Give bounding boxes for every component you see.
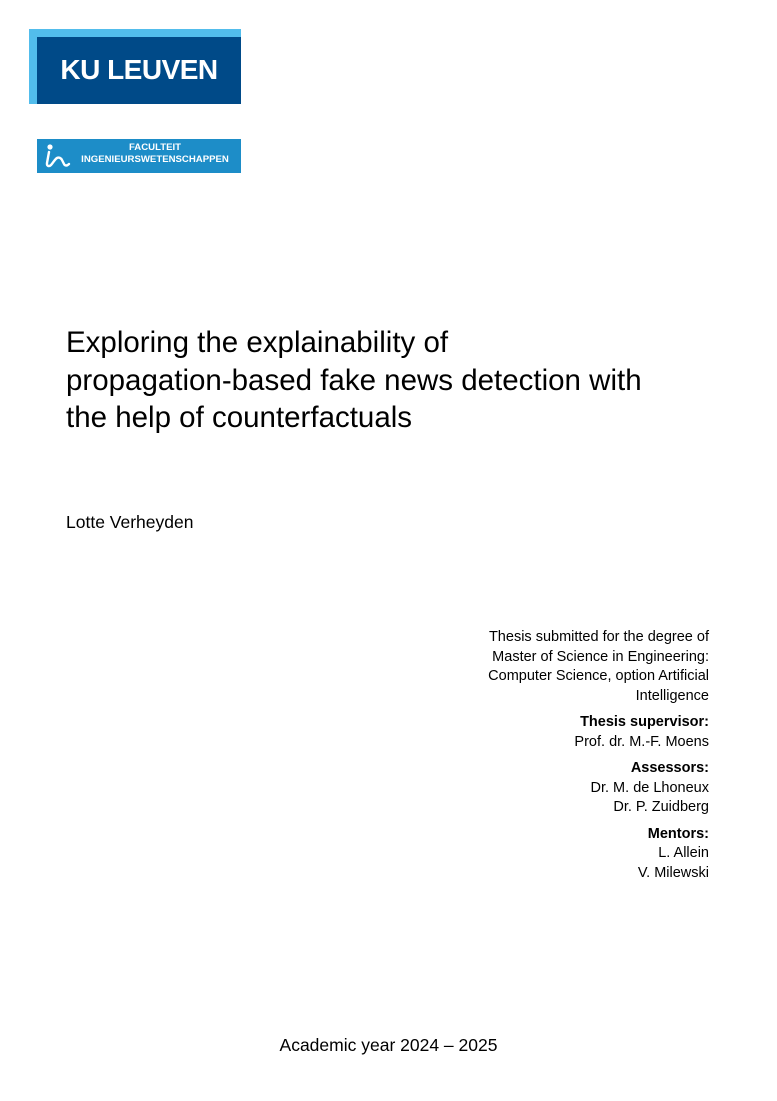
thesis-title-line3: the help of counterfactuals (66, 401, 413, 434)
faculty-name-line2: INGENIEURSWETENSCHAPPEN (81, 154, 229, 165)
submission-statement (409, 628, 709, 706)
submission-line: Master of Science in Engineering: (492, 648, 709, 665)
thesis-title-line1: Exploring the explainability of (66, 326, 449, 359)
logo-wordmark: KU LEUVEN (60, 54, 218, 85)
supervisor-name: Prof. dr. M.-F. Moens (574, 733, 709, 750)
thesis-info-block (409, 628, 709, 883)
mentor-name: L. Allein (658, 845, 709, 861)
ku-leuven-logo (29, 29, 241, 165)
academic-year: Academic year 2024 – 2025 (279, 1035, 498, 1055)
thesis-title (66, 324, 736, 437)
assessors-list (409, 779, 709, 818)
mentors-list (409, 844, 709, 883)
faculty-name (73, 142, 237, 166)
logo-main-block (37, 37, 241, 104)
submission-line: Intelligence (635, 687, 709, 704)
assessors-heading: Assessors: (630, 760, 709, 776)
faculty-emblem-icon (40, 141, 72, 171)
submission-line: Computer Science, option Artificial (488, 668, 709, 684)
assessor-name: Dr. P. Zuidberg (613, 799, 709, 815)
mentor-name: V. Milewski (637, 864, 709, 881)
author-name: Lotte Verheyden (66, 512, 194, 532)
supervisor-heading: Thesis supervisor: (580, 714, 709, 730)
mentors-heading: Mentors: (647, 825, 709, 842)
submission-line: Thesis submitted for the degree of (488, 629, 709, 645)
faculty-name-line1: FACULTEIT (128, 142, 182, 153)
faculty-banner (37, 139, 241, 173)
thesis-title-line2: propagation-based fake news detection with (66, 363, 642, 397)
supervisor-list (409, 733, 709, 753)
assessor-name: Dr. M. de Lhoneux (590, 779, 709, 796)
